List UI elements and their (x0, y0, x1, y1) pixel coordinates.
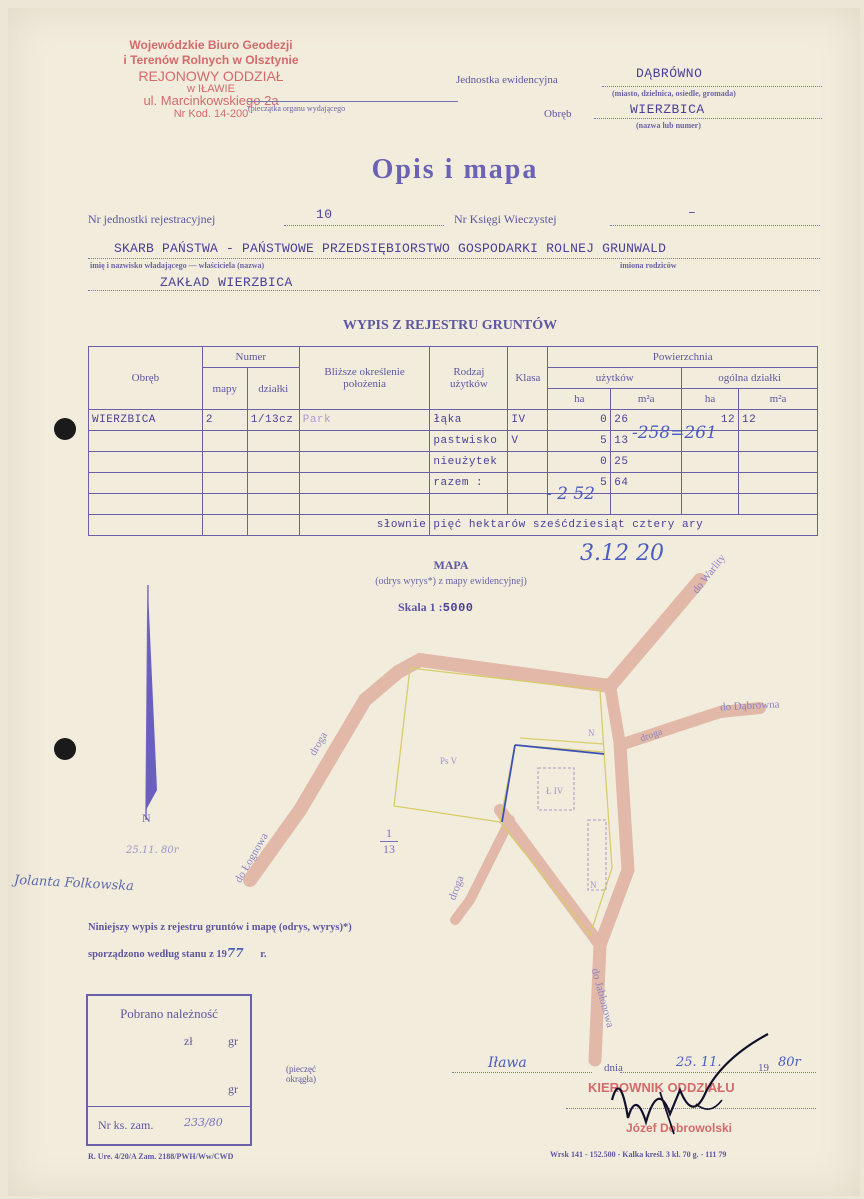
parcel-number (380, 826, 398, 857)
date-value: 25. 11. (676, 1055, 722, 1070)
map-title: MAPA (433, 558, 469, 572)
slownie-label: słownie (299, 515, 430, 536)
col-header-area: Powierzchnia (548, 347, 818, 368)
signer-title: KIEROWNIK ODDZIAŁU (588, 1080, 735, 1095)
parcel-use-label: Ps V (440, 756, 458, 766)
north-arrow (142, 585, 157, 825)
col-header-class: Klasa (508, 347, 548, 410)
book-label: Nr Księgi Wieczystej (454, 212, 557, 226)
table-cell: nieużytek (430, 452, 508, 473)
road-label: droga (638, 726, 664, 745)
col-header-a: m²a (739, 389, 818, 410)
fee-nr-value: 233/80 (184, 1116, 223, 1129)
slownie-value: pięć hektarów sześćdziesiąt cztery ary (430, 515, 818, 536)
parcel-use-label: N (590, 880, 597, 890)
col-header-a: m²a (611, 389, 682, 410)
state-suffix: r. (260, 949, 267, 960)
precinct-value: WIERZBICA (630, 102, 705, 117)
footer-state (88, 946, 267, 960)
stamp-line: ul. Marcinkowskiego 2a (143, 93, 279, 109)
road-label: do Warlity (690, 552, 729, 596)
scale-label: Skala 1 : (398, 600, 443, 614)
table-cell: V (508, 431, 548, 452)
table-cell: 5 (548, 473, 611, 494)
state-year: 77 (226, 946, 244, 960)
owner-hint: imię i nazwisko władającego — właściciela (nazwa) (90, 261, 265, 270)
road-label: droga (446, 874, 467, 902)
unit-hint: (miasto, dzielnica, osiedle, gromada) (612, 89, 736, 98)
unit-no-label: Nr jednostki rejestracyjnej (88, 212, 216, 226)
table-cell: 12 (682, 410, 739, 431)
col-header-ha: ha (548, 389, 611, 410)
fee-title: Pobrano należność (120, 1006, 218, 1021)
map-subtitle: (odrys wyrys*) z mapy ewidencyjnej) (375, 576, 527, 587)
unit-value: DĄBRÓWNO (636, 66, 703, 81)
correction-note: 3.12 20 (580, 541, 664, 566)
col-header-numer: Numer (202, 347, 299, 368)
owner-line-1: SKARB PAŃSTWA - PAŃSTWOWE PRZEDSIĘBIORSTWO GOSPODARKI ROLNEJ GRUNWALD (114, 241, 667, 256)
table-cell: razem : (430, 473, 508, 494)
road-label: do Łognowa (232, 831, 271, 885)
print-info-right: Wrsk 141 - 152.500 - Kalka kreśl. 3 kl. 70 g. - 111 79 (550, 1150, 727, 1159)
stamp-line: w IŁAWIE (187, 82, 235, 95)
print-info-left: R. Ure. 4/20/A Zam. 2188/PWH/Ww/CWD (88, 1152, 234, 1161)
stamp-line: REJONOWY ODDZIAŁ (138, 68, 284, 84)
parcel-number-den: 13 (380, 841, 398, 857)
roads (250, 580, 760, 1060)
author-signature: Jolanta Folkowska (13, 872, 135, 895)
table-cell: 26 (611, 410, 682, 431)
state-prefix: sporządzono według stanu z 19 (88, 949, 227, 960)
footer-note: Niniejszy wypis z rejestru gruntów i mapę (odrys, wyrys)*) (88, 922, 352, 933)
table-cell: 64 (611, 473, 682, 494)
stamp-line: i Terenów Rolnych w Olsztynie (123, 53, 299, 67)
col-header-parcel: działki (247, 368, 299, 410)
road-label: droga (307, 730, 330, 758)
table-cell: 1/13cz (247, 410, 299, 431)
table-cell: 2 (202, 410, 247, 431)
fee-divider (88, 1106, 250, 1107)
fee-box (86, 994, 252, 1146)
table-cell: Park (299, 410, 430, 431)
correction-note: - 2 52 (546, 484, 595, 504)
road-label: do Dąbrowna (719, 698, 780, 714)
seal-caption: (pieczęć okrągła) (286, 1064, 316, 1084)
parcel-use-label: Ł IV (546, 786, 564, 796)
map-date: 25.11. 80r (126, 845, 179, 856)
parents-hint: imiona rodziców (620, 261, 677, 270)
parcel-use-label: N (588, 728, 595, 738)
col-header-total-area: ogólna działki (682, 368, 818, 389)
fee-nr-label: Nr ks. zam. (98, 1118, 154, 1132)
year-prefix: 19 (758, 1062, 769, 1074)
col-header-obreb: Obręb (89, 347, 203, 410)
table-cell: pastwisko (430, 431, 508, 452)
col-header-map: mapy (202, 368, 247, 410)
signer-name: Józef Dobrowolski (626, 1121, 733, 1135)
precinct-hint: (nazwa lub numer) (636, 121, 701, 130)
owner-line-2: ZAKŁAD WIERZBICA (160, 275, 293, 290)
precinct-label: Obręb (544, 108, 572, 120)
correction-note: -258=261 (632, 423, 717, 443)
year-value: 80r (778, 1055, 801, 1070)
fee-gr-label: gr (228, 1034, 238, 1048)
place-value: Iława (488, 1055, 527, 1071)
table-cell: IV (508, 410, 548, 431)
table-cell: 25 (611, 452, 682, 473)
table-cell: łąka (430, 410, 508, 431)
col-header-use-type: Rodzaj użytków (430, 347, 508, 410)
unit-no-value: 10 (316, 207, 333, 222)
col-header-ha: ha (682, 389, 739, 410)
table-cell: 5 (548, 431, 611, 452)
page-title: Opis i mapa (371, 154, 539, 185)
parcel-boundaries (394, 668, 612, 935)
table-cell: 13 (611, 431, 682, 452)
register-title: WYPIS Z REJESTRU GRUNTÓW (342, 318, 558, 333)
stamp-caption: (pieczątka organu wydającego (248, 104, 346, 113)
col-header-use-area: użytków (548, 368, 682, 389)
date-label: dnia (604, 1062, 623, 1074)
parcel-number-num: 1 (386, 826, 392, 840)
fee-gr-label: gr (228, 1082, 238, 1096)
scale-value: 5000 (442, 601, 474, 615)
stamp-line: Wojewódzkie Biuro Geodezji (129, 38, 293, 52)
signature (600, 1030, 780, 1140)
unit-label: Jednostka ewidencyjna (456, 74, 558, 86)
place-line (452, 1072, 592, 1073)
fee-zl-label: zł (184, 1034, 193, 1048)
road-label: do Jabłonowa (588, 967, 617, 1029)
table-cell: 12 (739, 410, 818, 431)
table-cell: 0 (548, 410, 611, 431)
stamp-line: Nr Kod. 14-200 (173, 107, 249, 120)
col-header-location: Bliższe określenie położenia (299, 347, 430, 410)
table-cell: WIERZBICA (89, 410, 203, 431)
book-value: – (688, 205, 697, 220)
table-cell: 0 (548, 452, 611, 473)
svg-text:N: N (142, 811, 151, 825)
